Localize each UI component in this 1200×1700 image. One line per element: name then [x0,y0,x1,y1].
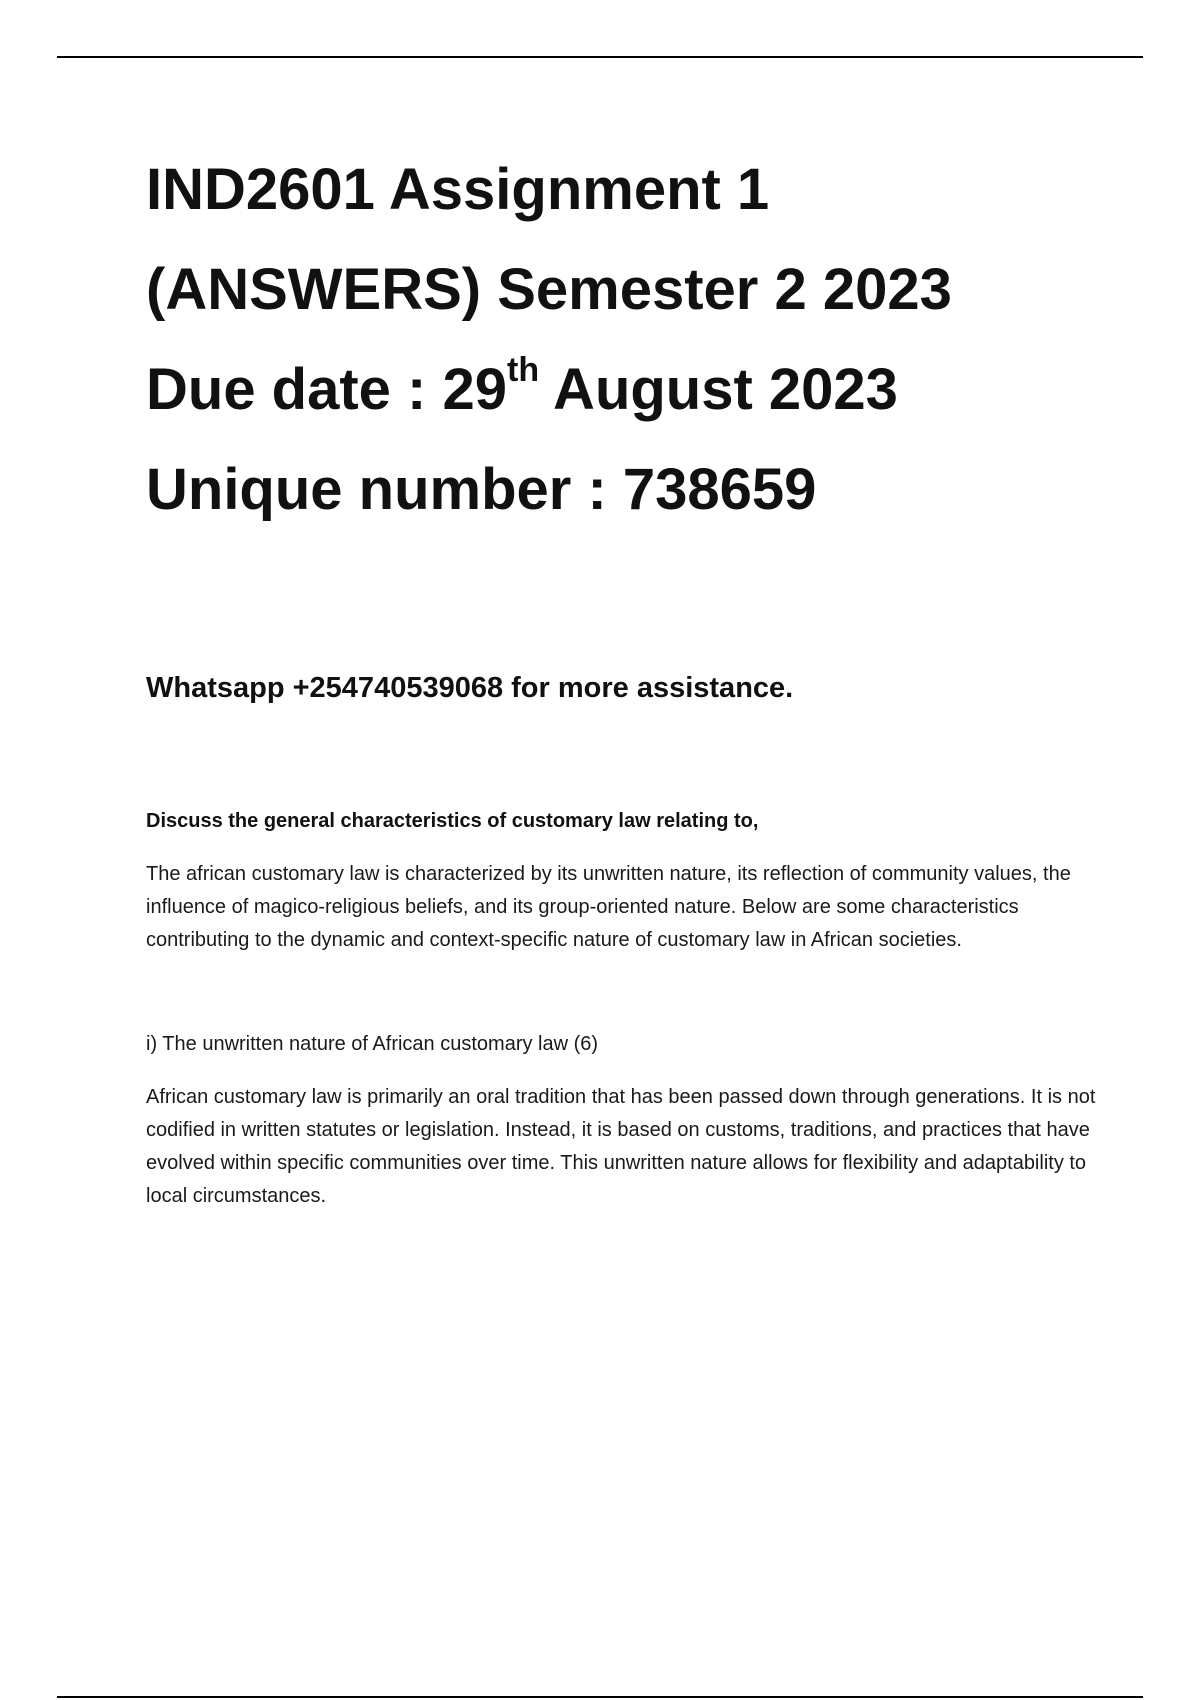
due-date-prefix: Due date : 29 [146,357,507,422]
title-line-course: IND2601 Assignment 1 [146,157,770,222]
title-line-due-date [146,340,1106,440]
contact-line: Whatsapp +254740539068 for more assistance. [146,672,794,704]
due-date-suffix: August 2023 [539,357,898,422]
answer-paragraph: African customary law is primarily an oral tradition that has been passed down through generations. It is not codified in written statutes or legislation. Instead, it is based on customs, traditions, and practices that have evolved within specific communities over time. This unwritten nature allows for flexibility and adaptability to local circumstances. [146,1086,1096,1207]
bottom-rule [57,1696,1143,1698]
top-rule [57,56,1143,58]
question-heading: Discuss the general characteristics of customary law relating to, [146,810,759,832]
intro-paragraph: The african customary law is characterized by its unwritten nature, its reflection of community values, the influence of magico-religious beliefs, and its group-oriented nature. Below are some characteristics contributing to the dynamic and context-specific nature of customary law in African societies. [146,863,1071,951]
sub-question-heading: i) The unwritten nature of African customary law (6) [146,1033,599,1055]
document-title [146,140,1106,540]
document-body [146,140,1106,1213]
due-date-superscript: th [507,350,540,389]
title-line-unique-number: Unique number : 738659 [146,457,817,522]
title-line-semester: (ANSWERS) Semester 2 2023 [146,257,952,322]
